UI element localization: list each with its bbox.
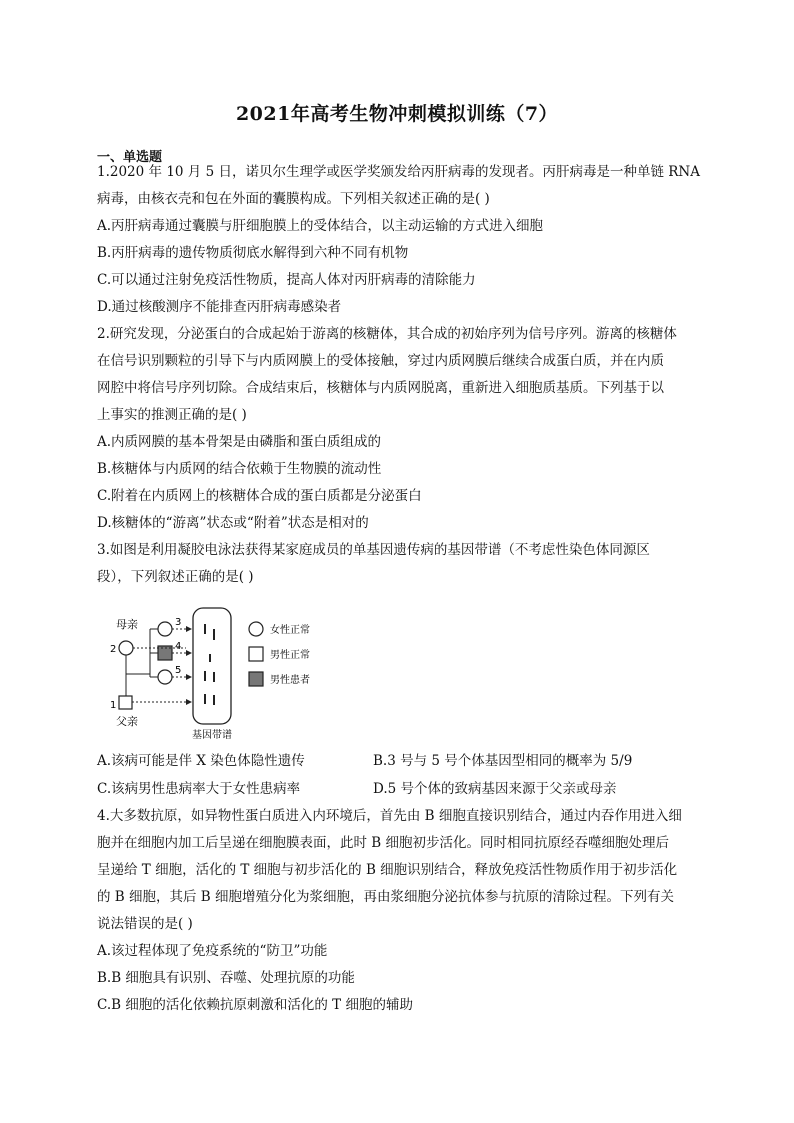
text-line: 病毒，由核衣壳和包在外面的囊膜构成。下列相关叙述正确的是( ) — [97, 191, 490, 207]
legend-female-normal-symbol — [249, 622, 263, 636]
option-line: B.丙肝病毒的遗传物质彻底水解得到六种不同有机物 — [97, 245, 409, 261]
child-5-number: 5 — [175, 665, 182, 676]
option-line: D.通过核酸测序不能排查丙肝病毒感染者 — [97, 299, 342, 315]
option-line: B.3 号与 5 号个体基因型相同的概率为 5/9 — [373, 753, 633, 769]
text-line: 在信号识别颗粒的引导下与内质网膜上的受体接触，穿过内质网膜后继续合成蛋白质，并在内质 — [97, 353, 664, 369]
legend-male-patient-symbol — [249, 672, 263, 686]
text-line: 4.大多数抗原，如异物性蛋白质进入内环境后，首先由 B 细胞直接识别结合，通过内吞作用进入细 — [97, 808, 682, 824]
page-title: 2021年高考生物冲刺模拟训练（7） — [235, 103, 559, 125]
gel-label: 基因带谱 — [192, 730, 232, 741]
text-line: 说法错误的是( ) — [97, 916, 193, 932]
option-line: A.丙肝病毒通过囊膜与肝细胞膜上的受体结合，以主动运输的方式进入细胞 — [97, 218, 544, 234]
text-line: 3.如图是利用凝胶电泳法获得某家庭成员的单基因遗传病的基因带谱（不考虑性染色体同源区 — [97, 542, 650, 558]
text-line: 2.研究发现，分泌蛋白的合成起始于游离的核糖体，其合成的初始序列为信号序列。游离的核糖体 — [97, 326, 677, 342]
text-line: 胞并在细胞内加工后呈递在细胞膜表面，此时 B 细胞初步活化。同时相同抗原经吞噬细胞处理后 — [97, 835, 670, 851]
gene-band-figure — [100, 604, 340, 742]
text-line: 的 B 细胞，其后 B 细胞增殖分化为浆细胞，再由浆细胞分泌抗体参与抗原的清除过程。下列有关 — [97, 889, 675, 905]
mother-label: 母亲 — [116, 618, 138, 631]
option-line: A.该过程体现了免疫系统的“防卫”功能 — [97, 943, 328, 959]
option-line: C.附着在内质网上的核糖体合成的蛋白质都是分泌蛋白 — [97, 488, 422, 504]
text-line: 段），下列叙述正确的是( ) — [97, 569, 254, 585]
father-number: 1 — [110, 700, 117, 711]
text-line: 呈递给 T 细胞，活化的 T 细胞与初步活化的 B 细胞识别结合，释放免疫活性物质作用于初步活化 — [97, 862, 678, 878]
option-line: C.该病男性患病率大于女性患病率 — [97, 781, 301, 797]
legend-male-normal-symbol — [249, 647, 263, 661]
father-label: 父亲 — [116, 715, 138, 728]
option-line: C.B 细胞的活化依赖抗原刺激和活化的 T 细胞的辅助 — [97, 997, 413, 1013]
gel-panel — [193, 608, 231, 724]
text-line: 上事实的推测正确的是( ) — [97, 407, 247, 423]
child-3-number: 3 — [175, 617, 182, 628]
option-line: B.B 细胞具有识别、吞噬、处理抗原的功能 — [97, 970, 355, 986]
child-3-symbol — [158, 622, 172, 636]
legend-male-patient: 男性患者 — [270, 675, 310, 686]
child-5-symbol — [158, 670, 172, 684]
child-4-number: 4 — [175, 641, 182, 652]
section-heading: 一、单选题 — [97, 150, 163, 165]
mother-symbol — [119, 641, 133, 655]
option-line: A.内质网膜的基本骨架是由磷脂和蛋白质组成的 — [97, 434, 382, 450]
father-symbol — [119, 696, 132, 709]
text-line: 网腔中将信号序列切除。合成结束后，核糖体与内质网脱离，重新进入细胞质基质。下列基于以 — [97, 380, 664, 396]
legend-male-normal: 男性正常 — [270, 650, 310, 661]
option-line: D.5 号个体的致病基因来源于父亲或母亲 — [373, 781, 617, 797]
legend-female-normal: 女性正常 — [270, 625, 310, 636]
option-line: D.核糖体的“游离”状态或“附着”状态是相对的 — [97, 515, 369, 531]
mother-number: 2 — [110, 644, 117, 655]
option-line: A.该病可能是伴 X 染色体隐性遗传 — [97, 753, 305, 769]
option-line: B.核糖体与内质网的结合依赖于生物膜的流动性 — [97, 461, 382, 477]
option-line: C.可以通过注射免疫活性物质，提高人体对丙肝病毒的清除能力 — [97, 272, 476, 288]
text-line: 1.2020 年 10 月 5 日，诺贝尔生理学或医学奖颁发给丙肝病毒的发现者。丙肝病毒是一种单链 RNA — [97, 164, 700, 180]
